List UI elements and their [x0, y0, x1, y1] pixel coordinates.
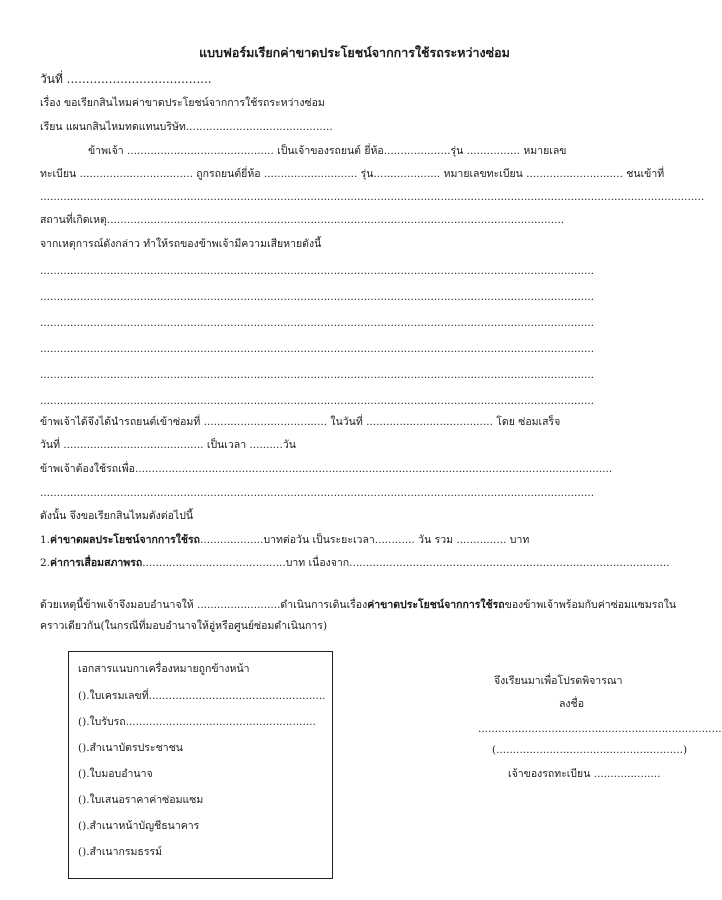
claim-detail: ...........................................บาท เนื่องจาก................................................................................................: [142, 557, 670, 569]
claim-title: ค่าขาดผลประโยชน์จากการใช้รถ: [50, 534, 201, 546]
printed-name-line: (........................................................): [492, 744, 688, 756]
authority-text-end: ของข้าพเจ้าพร้อมกับค่าซ่อมแซมรถใน: [504, 599, 677, 611]
claim-intro: ดังนั้น จึงขอเรียกสินไหมดังต่อไปนี้: [40, 510, 194, 522]
claim-detail: ...................บาทต่อวัน เป็นระยะเวลา............ วัน รวม ............... บาท: [200, 534, 530, 546]
attachments-heading: เอกสารแนบกาเครื่องหมายถูกข้างหน้า: [78, 663, 250, 675]
repair-date-line: วันที่ .......................................... เป็นเวลา ..........วัน: [40, 439, 296, 451]
owner-plate-line: เจ้าของรถทะเบียน ....................: [508, 768, 661, 780]
usage-line: ข้าพเจ้าต้องใช้รถเพื่อ...............................................................................................................................................: [40, 463, 613, 475]
attachment-item: ().ใบเครมเลขที่.....................................................: [78, 690, 326, 702]
damage-line: ......................................................................................................................................................................: [40, 369, 595, 381]
attachment-item: ().ใบรับรถ.........................................................: [78, 716, 316, 728]
damage-line: ......................................................................................................................................................................: [40, 291, 595, 303]
sign-label: ลงชื่อ: [559, 698, 584, 710]
date-line: วันที่ ......................................: [40, 72, 212, 86]
attachments-box: [68, 651, 333, 879]
damage-line: ......................................................................................................................................................................: [40, 317, 595, 329]
claim-number: 1.: [40, 534, 51, 546]
closing-text: จึงเรียนมาเพื่อโปรดพิจารณา: [494, 675, 623, 687]
authority-text: ด้วยเหตุนี้ข้าพเจ้าจึงมอบอำนาจให้ .........................ดำเนินการเดินเรื่อง: [40, 599, 368, 611]
attachment-item: ().สำเนาหน้าบัญชีธนาคาร: [78, 820, 200, 832]
attachment-item: ().ใบมอบอำนาจ: [78, 768, 153, 780]
recipient-line: เรียน แผนกสินไหมทดแทนบริษัท............................................: [40, 121, 333, 133]
damage-intro: จากเหตุการณ์ดังกล่าว ทำให้รถของข้าพเจ้ามีความเสียหายดังนี้: [40, 238, 322, 250]
claim-item-2: [40, 557, 700, 570]
signature-line: .........................................................................: [478, 723, 722, 735]
attachment-item: ().ใบเสนอราคาค่าซ่อมแซม: [78, 794, 204, 806]
form-title: แบบฟอร์มเรียกค่าขาดประโยชน์จากการใช้รถระหว่างซ่อม: [199, 45, 510, 60]
damage-line: ......................................................................................................................................................................: [40, 395, 595, 407]
authority-line: [40, 599, 676, 612]
repair-line: ข้าพเจ้าได้จึงได้นำรถยนต์เข้าซ่อมที่ ..................................... ในวันที่ ...................................... โดย ซ่อมเสร็จ: [40, 416, 561, 428]
damage-line: ......................................................................................................................................................................: [40, 343, 595, 355]
claim-number: 2.: [40, 557, 51, 569]
vehicle-line: ทะเบียน .................................. ถูกรถยนต์ยี่ห้อ ............................ รุ่น.................... หมายเลขทะเบียน ............................. ชนเข้าที่: [40, 168, 665, 180]
location-line: สถานที่เกิดเหตุ.........................................................................................................................................: [40, 214, 565, 226]
attachment-item: ().สำเนากรมธรรม์: [78, 846, 163, 858]
usage-line-2: ......................................................................................................................................................................: [40, 487, 595, 499]
subject-line: เรื่อง ขอเรียกสินไหมค่าขาดประโยชน์จากการใช้รถระหว่างซ่อม: [40, 97, 325, 109]
authority-line-2: คราวเดียวกัน(ในกรณีที่มอบอำนาจให้อู่หรือศูนย์ซ่อมดำเนินการ): [40, 620, 328, 632]
dotted-line: .......................................................................................................................................................................................................: [40, 191, 705, 203]
authority-bold: ค่าขาดประโยชน์จากการใช้รถ: [367, 599, 505, 611]
damage-line: ......................................................................................................................................................................: [40, 265, 595, 277]
claim-title: ค่าการเสื่อมสภาพรถ: [50, 557, 143, 569]
owner-line: ข้าพเจ้า ............................................ เป็นเจ้าของรถยนต์ ยี่ห้อ....................รุ่น ................ หมายเลข: [88, 145, 567, 157]
claim-item-1: [40, 534, 529, 547]
attachment-item: ().สำเนาบัตรประชาชน: [78, 742, 183, 754]
